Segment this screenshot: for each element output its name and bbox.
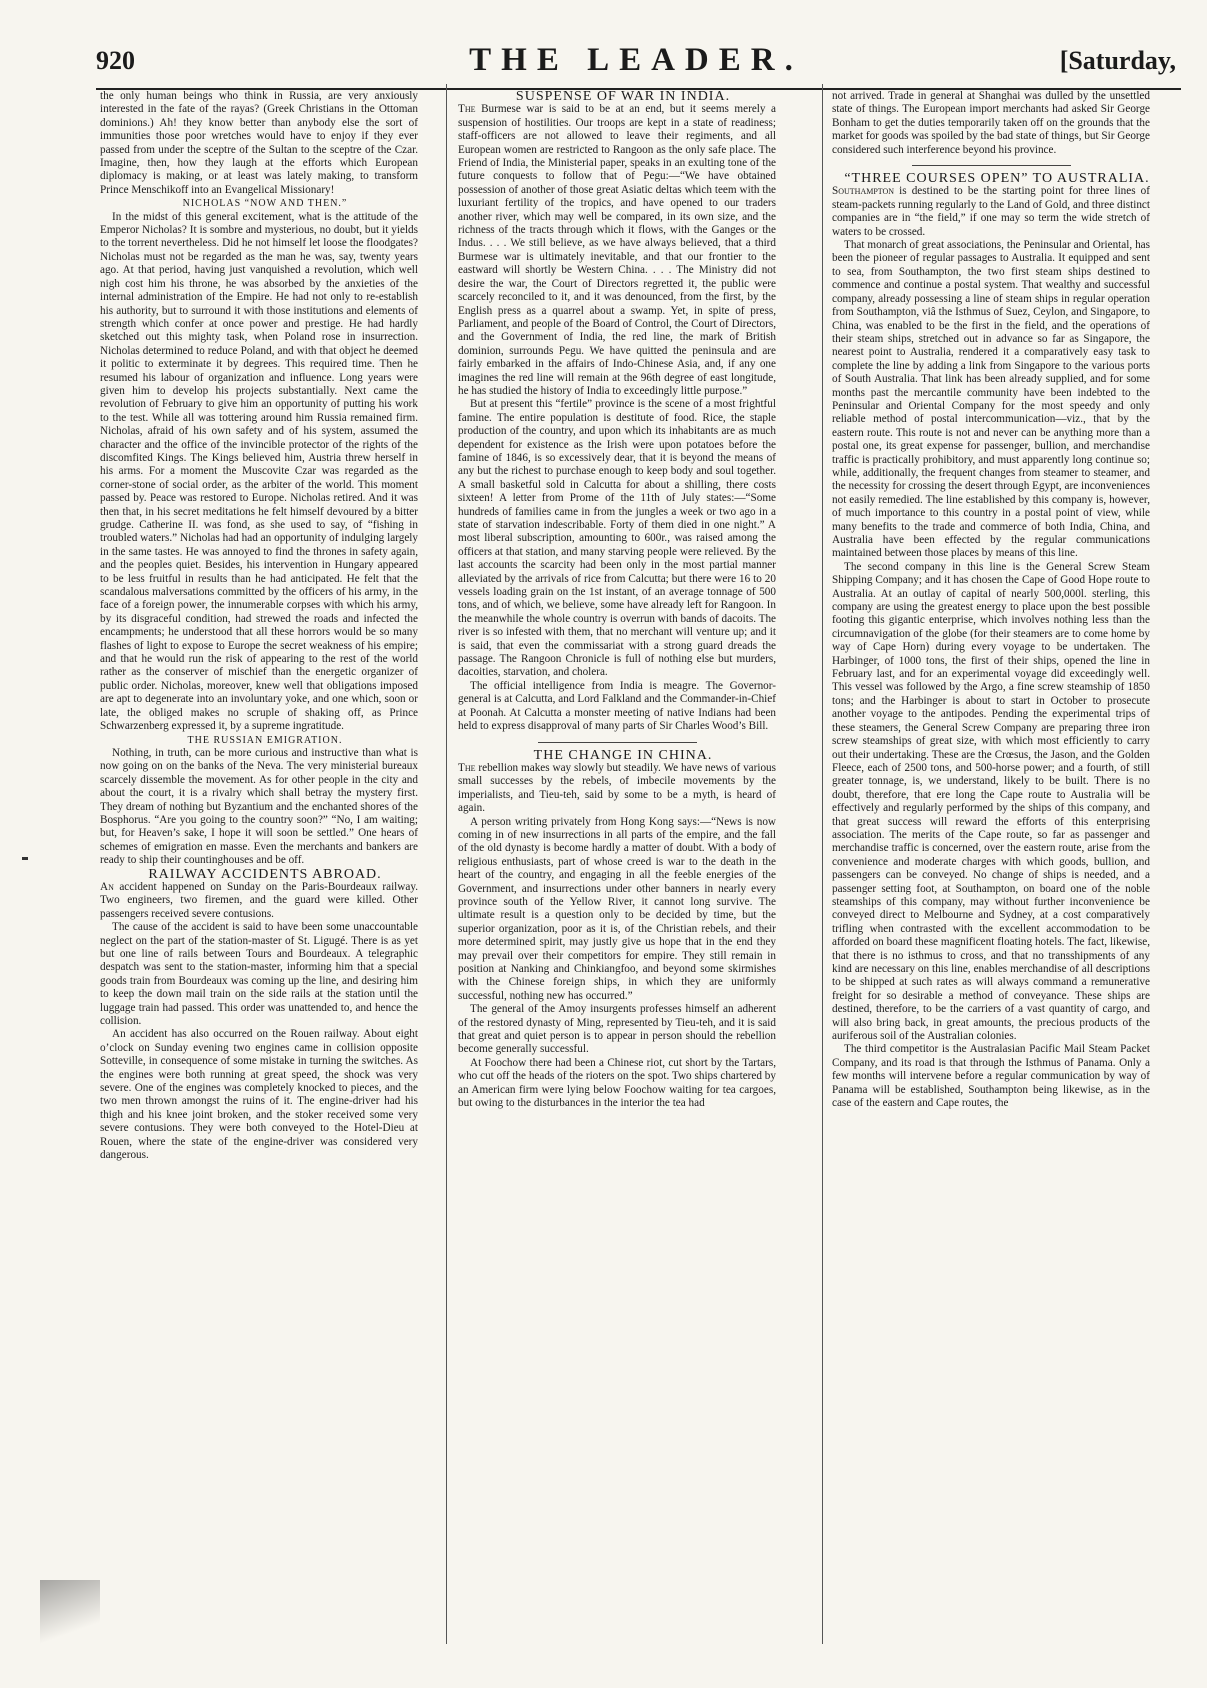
article-paragraph	[832, 185, 1150, 239]
article-paragraph: not arrived. Trade in general at Shanghai was dulled by the unsettled state of things. The European import merchants had asked Sir George Bonham to get the duties temporarily taken off on the grounds that the market for goods was spoiled by the bad state of things, but Sir George considered such interference beyond his province.	[832, 90, 1150, 156]
article-paragraph	[458, 103, 776, 398]
issue-day: [Saturday,	[1059, 46, 1176, 75]
article-paragraph: An accident has also occurred on the Rouen railway. About eight o’clock on Sunday evening two engines came in collision opposite Sotteville, in consequence of some mistake in turning the switches. As the engines were both running at great speed, the shock was very severe. One of the engines was completely knocked to pieces, and the two men thrown amongst the ruins of it. The engine-driver had his thigh and his knee joint broken, and the stoker received some very severe contusions. They were both conveyed to the Hotel-Dieu at Rouen, where the state of the engine-driver was considered very dangerous.	[100, 1028, 418, 1162]
lead-word: Southampton	[832, 185, 895, 198]
article-headline: “THREE COURSES OPEN” TO AUSTRALIA.	[844, 171, 1150, 187]
column-divider	[446, 84, 447, 1644]
article-paragraph	[458, 762, 776, 816]
article-paragraph: Nothing, in truth, can be more curious and instructive than what is now going on on the banks of the Neva. The very ministerial bureaux scarcely dissemble the movement. As for other people in the city and about the court, it is a rivalry which shall betray the mystery first. They dream of nothing but Byzantium and the enchanted shores of the Bosphorus. “Are you going to the country soon?” “No, I am waiting; but, for Heaven’s sake, I hope it will soon be settled.” One hears of schemes of emigration en masse. Even the merchants and bankers are ready to ship their countinghouses and be off.	[100, 746, 418, 867]
article-paragraph: But at present this “fertile” province is the scene of a most frightful famine. The entire population is destitute of food. Rice, the staple production of the country, and upon which its inhabitants are as much dependent for existence as the Irish were upon potatoes before the famine of 1846, is so excessively dear, that it is beyond the means of any but the richest to purchase enough to keep body and soul together. A small basketful sold in Calcutta for about a shilling, there costs sixteen! A letter from Prome of the 11th of July states:—“Some hundreds of families came in from the jungles a week or two ago in a state of starvation indescribable. Forty of them died in one night.” A most liberal subscription, amounting to 600r., was raised among the officers at that station, and many starving people were relieved. By the last accounts the scarcity had been only in the most partial manner alleviated by the arrivals of rice from Calcutta; but there were 16 to 20 vessels loading grain on the 1st instant, of an average tonnage of 500 tons, and of which, we believe, some have already left for Rangoon. In the meanwhile the whole country is overrun with bands of dacoits. The river is so infested with them, that no merchant will venture up; and it is said, that even the commissariat with a strong guard dreads the passage. The Rangoon Chronicle is full of nothing else but murders, dacoities, starvation, and cholera.	[458, 398, 776, 679]
article-paragraph: The second company in this line is the General Screw Steam Shipping Company; and it has chosen the Cape of Good Hope route to Australia. At an outlay of capital of nearly 500,000l. sterling, this company are using the greatest energy to place upon the best possible footing this gigantic enterprise, which involves nothing less than the circumnavigation of the globe (for their steamers are to come home by way of Cape Horn) during every voyage to be undertaken. The Harbinger, of 1000 tons, the first of their ships, opened the line in February last, and for an experimental voyage did exceedingly well. This vessel was followed by the Argo, a fine screw steamship of 1850 tons; and the Harbinger is about to start in October to prosecute another voyage to the antipodes. Pending the experimental trips of these steamers, the General Screw Company are preparing three iron screw steamships of great size, with which most efficiently to carry out their undertaking. These are the Crœsus, the Jason, and the Golden Fleece, each of 2500 tons, and 500-horse power; and a fourth, of still greater tonnage, is, we understand, likely to be built. There is no doubt, therefore, that ere long the Cape route to Australia will be effectively and regularly performed by the ships of this company, and that great success will reward the efforts of this enterprising association. The merits of the Cape route, so far as passenger and merchandise traffic is concerned, over the eastern route, arise from the convenience and moderate charges with which goods, bullion, and passengers can be conveyed. No change of ships is needed, and a passenger setting foot, at Southampton, on board one of the noble steamships of this company, may without further inconvenience be conveyed direct to Melbourne and Sydney, at a cost comparatively trifling when contrasted with the excellent accommodation to be afforded on board these magnificent floating hotels. The fact, likewise, that there is no isthmus to cross, and that no transshipments of any kind are necessary on this line, enables merchandise of all descriptions to be shipped at such rates as will always command a remunerative freight for so desirable a method of conveyance. These ships are destined, therefore, to be the carriers of a vast quantity of cargo, and will also bring back, in great amounts, the precious products of the auriferous soil of the Australian colonies.	[832, 560, 1150, 1043]
column-divider	[822, 84, 823, 1644]
section-subheading: THE RUSSIAN EMIGRATION.	[187, 734, 343, 746]
column-1	[100, 90, 418, 1636]
column-3	[832, 90, 1150, 1646]
lead-word: The	[458, 103, 476, 116]
article-paragraph	[100, 881, 418, 921]
paragraph-text: Burmese war is said to be at an end, but it seems merely a suspension of hostilities. Our troops are kept in a state of readiness; staff-officers are not allowed to leave their regiments, and all European women are restricted to Rangoon as the only safe place. The Friend of India, the Ministerial paper, speaks in an exulting tone of the future conquests to follow that of Pegu:—“We have obtained possession of another of those great Asiatic deltas which teem with the luxuriant fertility of the tropics, and have opened to our traders another river, which may well be compared, in its own size, and the richness of the tracts through which it flows, with the Ganges or the Indus. . . . We still believe, as we have always believed, that a third Burmese war is ultimately inevitable, and that our frontier to the eastward will shortly be Western China. . . . The Ministry did not desire the war, the Court of Directors regretted it, the public were scarcely reconciled to it, and it was denounced, from the first, by the English press as a quarrel about a swamp. Yet, in spite of press, Parliament, and people of the Board of Control, the Court of Directors, and the Government of India, the red line, the mark of British dominion, surrounds Pegu. We have quitted the peninsula and are fairly embarked in the affairs of Indo-Chinese Asia, and, if any one imagines the red line will remain at the 96th degree of east longitude, he has studied the history of India to exceedingly little purpose.”	[458, 103, 776, 397]
page-number: 920	[96, 46, 135, 75]
article-paragraph: The cause of the accident is said to have been some unaccountable neglect on the part of the station-master of St. Ligugé. There is as yet but one line of rails between Tours and Bourdeaux. A telegraphic despatch was sent to the station-master, informing him that a special goods train from Bourdeaux was coming up the line, and desiring him to keep the down mail train on the side rails at the station until the luggage train had passed. This order was unattended to, and hence the collision.	[100, 921, 418, 1028]
newspaper-title: THE LEADER.	[469, 42, 803, 78]
article-paragraph: At Foochow there had been a Chinese riot, cut short by the Tartars, who cut off the heads of the rioters on the spot. Two ships chartered by an American firm were lying below Foochow waiting for tea cargoes, but owing to the disturbances in the interior the tea had	[458, 1056, 776, 1110]
section-separator	[912, 165, 1071, 166]
article-headline: RAILWAY ACCIDENTS ABROAD.	[148, 866, 382, 882]
scan-shadow	[40, 1580, 100, 1650]
article-headline: THE CHANGE IN CHINA.	[533, 747, 713, 763]
paragraph-text: is destined to be the starting point for three lines of steam-packets running regularly to the Land of Gold, and three distinct companies are in “the field,” if one may so term the wide stretch of waters to be crossed.	[832, 185, 1150, 238]
section-subheading: NICHOLAS “NOW AND THEN.”	[182, 198, 348, 210]
article-paragraph: In the midst of this general excitement, what is the attitude of the Emperor Nicholas? It is sombre and mysterious, no doubt, but it yields to the torrent nevertheless. Did he not himself let loose the floodgates? Nicholas must not be regarded as the man he was, say, twenty years ago. At that period, having just vanquished a revolution, which well nigh cost him his throne, he was absorbed by the anxieties of the internal administration of the Empire. He had not only to re-establish his authority, but to surround it with those institutions and elements of strength which confer at once power and prestige. He had hardly sketched out this mighty task, when Poland rose in insurrection. Nicholas determined to reduce Poland, and with that object he deemed it politic to exterminate it by degrees. This required time. Then he resumed his labour of organization and influence. Long years were given him to develop his projects substantially. Next came the revolution of February to give him an opportunity of putting his work to the test. While all was tottering around him Russia remained firm. Nicholas, afraid of his own safety and of his system, assumed the character and the office of the invincible protector of the rights of the discomfited Kings. The Kings believed him, Austria threw herself in his arms. For a moment the Muscovite Czar was regarded as the corner-stone of social order, as the arbiter of the world. This moment passed by. Peace was restored to Europe. Nicholas retired. And it was then that, in his secret meditations he felt himself devoured by a bitter grudge. Catherine II. was fond, as she used to say, of “fishing in troubled waters.” Nicholas had had an opportunity of indulging largely in the same tastes. He was annoyed to find the thrones in safety again, and the peoples quiet. Besides, his intervention in Hungary appeared to be less fruitful in results than he had anticipated. He felt that the scandalous malversations committed by the officers of his army, in the face of a foreign power, the innumerable corpses with which his army, by its disgraceful condition, had strewed the roads and infected the encampments; he understood that all these horrors would be so many flashes of light to expose to Europe the secret weakness of his empire; and that he would run the risk of appearing to the rest of the world rather as the conserver of mischief than the energetic organizer of public order. Nicholas, moreover, knew well that obligations imposed are apt to degenerate into an involuntary yoke, and one which, soon or late, the obliged makes no scruple of shaking off, as Prince Schwarzenberg expressed it, by a supreme ingratitude.	[100, 210, 418, 733]
article-headline: SUSPENSE OF WAR IN INDIA.	[515, 90, 731, 104]
article-paragraph: The general of the Amoy insurgents professes himself an adherent of the restored dynasty of Ming, represented by Tieu-teh, and it is said that great and quiet person is to appear in person should the rebellion become generally successful.	[458, 1003, 776, 1056]
margin-mark	[22, 857, 28, 860]
section-separator	[538, 742, 697, 743]
column-2	[458, 90, 776, 1638]
article-paragraph: The official intelligence from India is meagre. The Governor-general is at Calcutta, and Lord Falkland and the Commander-in-Chief at Poonah. At Calcutta a monster meeting of native Indians had been held to express disapproval of many parts of Sir Charles Wood’s Bill.	[458, 679, 776, 733]
article-paragraph: the only human beings who think in Russia, are very anxiously interested in the fate of the rayas? (Greek Christians in the Ottoman dominions.) Ah! they know better than anybody else the sort of immunities those poor wretches would have to enjoy if they ever passed from under the sceptre of the Sultan to the sceptre of the Czar. Imagine, then, how they laugh at the efforts which European diplomacy is making, or at least was lately making, to transform Prince Menschikoff into an Evangelical Missionary!	[100, 90, 418, 196]
lead-word: An	[100, 880, 114, 893]
lead-word: The	[458, 761, 476, 774]
article-paragraph: The third competitor is the Australasian Pacific Mail Steam Packet Company, and its road is that through the Isthmus of Panama. Only a few months will intervene before a regular communication by way of Panama will be established, Southampton being likewise, as in the case of the eastern and Cape routes, the	[832, 1043, 1150, 1110]
paragraph-text: rebellion makes way slowly but steadily. We have news of various small successes by the rebels, of imbecile movements by the imperialists, and Tieu-teh, said by some to be a myth, is heard of again.	[458, 761, 776, 815]
paragraph-text: accident happened on Sunday on the Paris-Bourdeaux railway. Two engineers, two firemen, and the guard were killed. Other passengers received severe contusions.	[100, 880, 418, 920]
article-paragraph: That monarch of great associations, the Peninsular and Oriental, has been the pioneer of regular passages to Australia. It equipped and sent to sea, from Southampton, the two first steam ships destined to commence and continue a postal system. That wealthy and successful company, already possessing a line of steam ships in regular operation from Southampton, viâ the Isthmus of Suez, Ceylon, and Singapore, to China, was enabled to be the first in the field, and the operations of their steam ships, stretched out in advance so far as Singapore, the nearest point to Australia, rendered it a comparatively easy task to complete the line by adding a link from Singapore to the various ports of South Australia. That link has been already supplied, and for some months past the mercantile community have been indebted to the Peninsular and Oriental Company for the most speedy and only reliable method of postal intercommunication—viz., that by the eastern route. This route is not and never can be anything more than a postal one, its great expense for passenger, bullion, and merchandise traffic is practically prohibitory, and must apparently long continue so; while, additionally, the frequent changes from steamer to steamer, and the necessity for crossing the desert through Egypt, are inconveniences not easily remedied. The line established by this company is, however, of much importance to this country in a postal point of view, while many benefits to the trade and commerce of both India, China, and Australia have been effected by the regular communications maintained between those places by means of this line.	[832, 239, 1150, 560]
article-paragraph: A person writing privately from Hong Kong says:—“News is now coming in of new insurrections in all parts of the empire, and the fall of the old dynasty is become hardly a matter of doubt. With a body of religious enthusiasts, part of whose creed is war to the death in the heart of the country, and engaging in all the feeble energies of the Government, and insurrections under other banners in nearly every province south of the Yellow River, it cannot long survive. The ultimate result is a question only to be decided by time, but the superior organization, poor as it is, of the Christian rebels, and their more determined spirit, may justly give us hope that in the end they may prevail over their competitors for empire. They still remain in position at Nanking and Chinkiangfoo, and beyond some skirmishes with the Chinese foreign ships, in which they are uniformly successful, nothing new has occurred.”	[458, 815, 776, 1002]
